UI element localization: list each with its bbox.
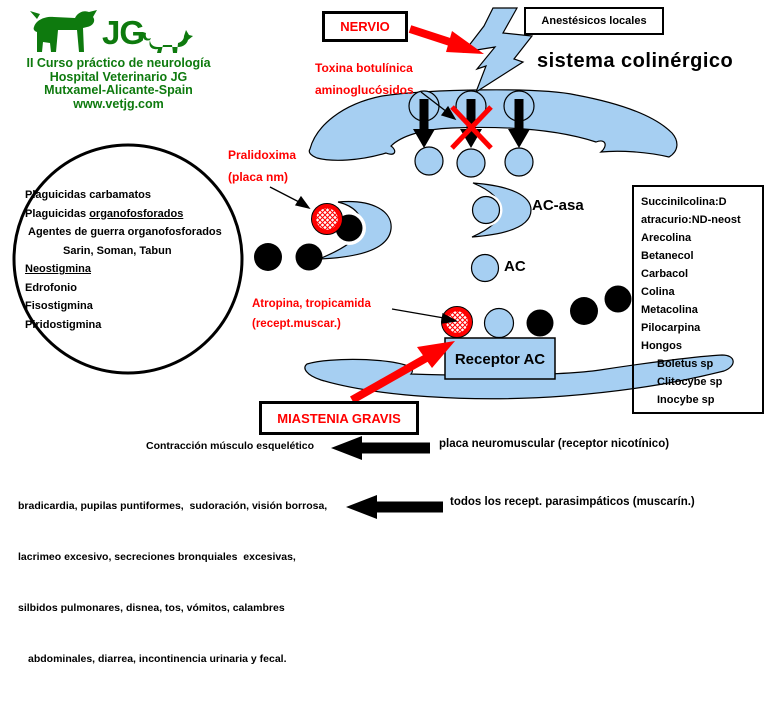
course-title: II Curso práctico de neurología [26,56,211,70]
effects-line: silbidos pulmonares, disnea, tos, vómitos, calambres [18,602,285,614]
list-item: Arecolina [641,232,692,244]
effects-line: abdominales, diarrea, incontinencia urinaria y fecal. [28,653,287,665]
atropina-label-line1: Atropina, tropicamida [252,298,371,310]
ac-asa-label: AC-asa [532,197,584,214]
contraction-label: Contracción músculo esquelético [146,440,315,452]
list-item: Neostigmina [25,263,92,275]
list-item: Pilocarpina [641,322,701,334]
list-item: Colina [641,286,675,298]
list-item: atracurio:ND-neost [641,214,741,226]
list-item: Clitocybe sp [657,376,723,388]
cat-icon [142,30,193,53]
acetylcholinesterase-crescent [470,183,532,237]
left-crescent-group [254,202,391,271]
effect-arrows [331,436,443,519]
atropina-label-line2: (recept.muscar.) [252,318,341,330]
pralidoxima-blocker-icon [314,206,340,232]
receptor-label: Receptor AC [454,351,546,368]
list-item: Fisostigmina [25,300,93,312]
page-title: sistema colinérgico [537,50,734,72]
inhibitors-list [25,186,243,334]
miastenia-box [259,401,419,435]
list-item: Hongos [641,340,682,352]
pralidoxima-label-line2: (placa nm) [228,170,289,184]
pralidoxima-label-line1: Pralidoxima [228,148,297,162]
list-item: Inocybe sp [657,394,715,406]
list-item: Edrofonio [25,281,77,294]
toxina-label-line1: Toxina botulínica [315,61,413,75]
dog-icon [30,10,97,52]
nervio-label: NERVIO [340,19,390,34]
website-url: www.vetjg.com [73,96,164,111]
logo-jg-text: JG [102,14,145,51]
hospital-name: Hospital Veterinario JG [49,69,188,84]
list-item: Metacolina [641,304,698,316]
list-item: Carbacol [641,268,689,280]
neuromuscular-plate-label: placa neuromuscular (receptor nicotínico) [439,438,670,450]
agonists-box [632,185,764,414]
receptor-molecules [442,286,632,338]
presynaptic-membrane-shape [309,90,677,160]
list-item: Boletus sp [657,358,714,370]
muscarinic-effects-list [18,464,327,702]
hospital-location: Mutxamel-Alicante-Spain [44,83,193,97]
toxina-label-line2: aminoglucósidos [315,83,414,97]
effects-line: bradicardia, pupilas puntiformes, sudoración, visión borrosa, [18,500,328,512]
course-header [0,57,237,111]
list-item: Plaguicidas organofosforados [25,207,184,220]
list-item: Plaguicidas carbamatos [25,189,151,201]
anestesicos-label: Anestésicos locales [541,15,647,27]
ac-label: AC [504,258,526,275]
miastenia-label: MIASTENIA GRAVIS [277,410,401,426]
free-acetylcholine-circle [472,255,499,282]
list-item: Sarin, Soman, Tabun [63,244,172,257]
list-item: Betanecol [641,250,694,262]
parasympathetic-receptors-label: todos los recept. parasimpáticos (muscarín.) [450,496,695,508]
acetylcholine-circles [415,147,533,177]
nervio-box [322,11,408,42]
list-item: Agentes de guerra organofosforados [28,226,222,238]
effects-line: lacrimeo excesivo, secreciones bronquiales excesivas, [18,551,296,563]
list-item: Succinilcolina:D [641,196,727,208]
list-item: Piridostigmina [25,318,102,331]
anestesicos-box [524,7,664,35]
